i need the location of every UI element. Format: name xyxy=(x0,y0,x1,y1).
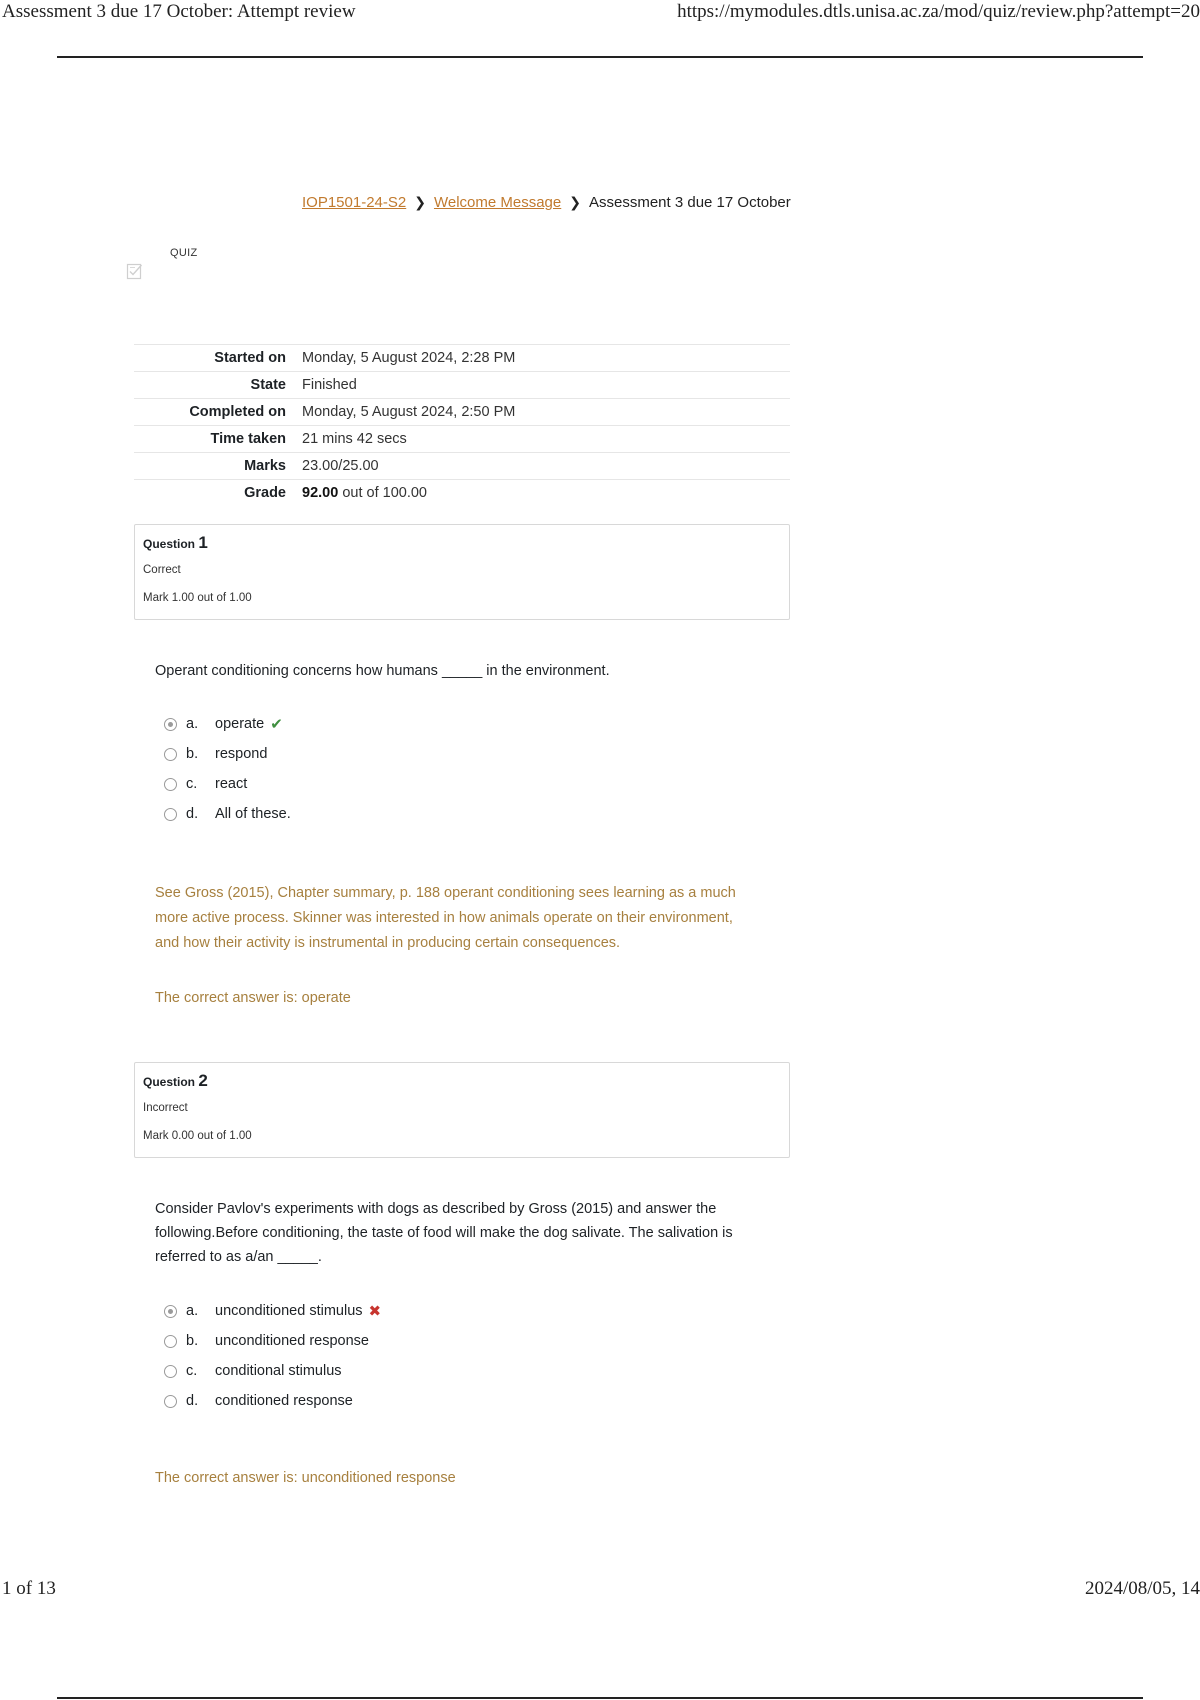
summary-value: 21 mins 42 secs xyxy=(302,426,790,453)
summary-row xyxy=(134,453,790,480)
question-number xyxy=(143,1071,208,1091)
general-feedback: See Gross (2015), Chapter summary, p. 188 operant conditioning sees learning as a much more active process. Skinner was interested in how animals operate on their environment, and how their activity is instrumental in producing certain consequences. xyxy=(155,885,736,951)
answer-text: conditioned response xyxy=(215,1393,353,1409)
attempt-summary-table xyxy=(134,344,790,506)
answer-text: respond xyxy=(215,746,268,762)
summary-value: Monday, 5 August 2024, 2:28 PM xyxy=(302,345,790,372)
print-page-number: 1 of 13 xyxy=(2,1578,56,1599)
print-header-title: Assessment 3 due 17 October: Attempt review xyxy=(2,1,356,22)
radio-unselected[interactable] xyxy=(164,778,177,791)
answer-option[interactable] xyxy=(164,1361,342,1381)
answer-letter: c. xyxy=(186,1363,198,1379)
cross-icon: ✖ xyxy=(368,1303,382,1320)
answer-option[interactable] xyxy=(164,1391,353,1411)
answer-letter: d. xyxy=(186,1393,199,1409)
radio-selected[interactable] xyxy=(164,718,177,731)
summary-value: 23.00/25.00 xyxy=(302,453,790,480)
summary-key: Grade xyxy=(134,480,302,507)
answer-option[interactable] xyxy=(164,774,247,794)
right-answer: The correct answer is: operate xyxy=(155,990,351,1006)
question-number-value: 2 xyxy=(198,1071,208,1090)
right-answer: The correct answer is: unconditioned response xyxy=(155,1470,456,1486)
question-info-box xyxy=(134,524,790,620)
footer-divider xyxy=(57,1697,1143,1699)
summary-key: Time taken xyxy=(134,426,302,453)
radio-unselected[interactable] xyxy=(164,808,177,821)
answer-letter: b. xyxy=(186,1333,199,1349)
answer-text: All of these. xyxy=(215,806,291,822)
summary-row xyxy=(134,372,790,399)
answer-option[interactable] xyxy=(164,1301,381,1321)
question-text: Consider Pavlov's experiments with dogs as described by Gross (2015) and answer the following.Before conditioning, the taste of food will make the dog salivate. The salivation is referred to as a/an _____. xyxy=(155,1201,733,1265)
question-number-value: 1 xyxy=(198,533,208,552)
answer-option[interactable] xyxy=(164,1331,369,1351)
summary-key: Completed on xyxy=(134,399,302,426)
summary-key: Marks xyxy=(134,453,302,480)
breadcrumb xyxy=(302,194,791,211)
print-datetime: 2024/08/05, 14 xyxy=(1084,1578,1200,1599)
grade-value: 92.00 xyxy=(302,485,339,501)
summary-value: Monday, 5 August 2024, 2:50 PM xyxy=(302,399,790,426)
answer-letter: c. xyxy=(186,776,198,792)
summary-key: Started on xyxy=(134,345,302,372)
summary-row xyxy=(134,480,790,507)
radio-unselected[interactable] xyxy=(164,1395,177,1408)
breadcrumb-course-link[interactable]: IOP1501-24-S2 xyxy=(302,194,407,211)
activity-type-label: QUIZ xyxy=(170,247,198,259)
answer-option[interactable] xyxy=(164,804,291,824)
answer-text: operate xyxy=(215,716,265,732)
breadcrumb-current: Assessment 3 due 17 October xyxy=(588,194,791,211)
summary-row xyxy=(134,399,790,426)
grade-out-of: out of 100.00 xyxy=(338,485,427,501)
answer-text: unconditioned response xyxy=(215,1333,369,1349)
question-mark: Mark 0.00 out of 1.00 xyxy=(143,1130,252,1142)
question-label: Question xyxy=(143,1075,196,1089)
summary-row xyxy=(134,426,790,453)
summary-value xyxy=(302,480,790,507)
question-text: Operant conditioning concerns how humans _____ in the environment. xyxy=(155,663,610,679)
breadcrumb-section-link[interactable]: Welcome Message xyxy=(433,194,562,211)
print-header-url: https://mymodules.dtls.unisa.ac.za/mod/quiz/review.php?attempt=20 xyxy=(677,1,1200,22)
chevron-right-icon: ❯ xyxy=(414,194,426,210)
radio-selected[interactable] xyxy=(164,1305,177,1318)
summary-key: State xyxy=(134,372,302,399)
answer-letter: a. xyxy=(186,1303,199,1319)
header-divider xyxy=(57,56,1143,58)
question-state: Incorrect xyxy=(143,1102,188,1114)
quiz-icon xyxy=(126,262,144,280)
question-state: Correct xyxy=(143,564,181,576)
question-number xyxy=(143,533,208,553)
summary-value: Finished xyxy=(302,372,790,399)
answer-letter: d. xyxy=(186,806,199,822)
question-info-box xyxy=(134,1062,790,1158)
answer-option[interactable] xyxy=(164,744,267,764)
summary-row xyxy=(134,345,790,372)
answer-letter: b. xyxy=(186,746,199,762)
radio-unselected[interactable] xyxy=(164,1335,177,1348)
radio-unselected[interactable] xyxy=(164,1365,177,1378)
answer-text: conditional stimulus xyxy=(215,1363,342,1379)
question-label: Question xyxy=(143,537,196,551)
answer-text: unconditioned stimulus xyxy=(215,1303,363,1319)
checkmark-icon: ✔ xyxy=(270,716,283,733)
answer-text: react xyxy=(215,776,248,792)
question-mark: Mark 1.00 out of 1.00 xyxy=(143,592,252,604)
chevron-right-icon: ❯ xyxy=(569,194,581,210)
radio-unselected[interactable] xyxy=(164,748,177,761)
answer-option[interactable] xyxy=(164,714,283,734)
answer-letter: a. xyxy=(186,716,199,732)
